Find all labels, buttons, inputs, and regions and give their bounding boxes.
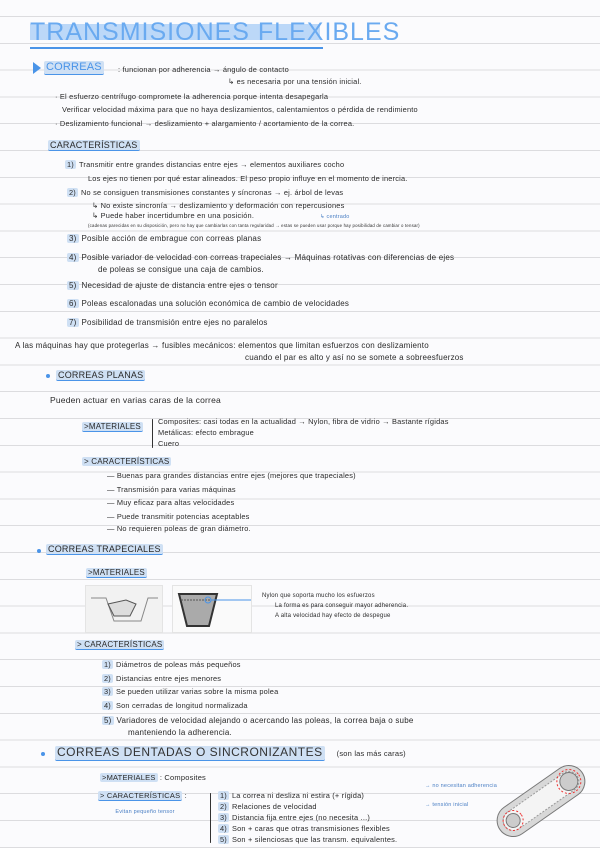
item-number: 2) (220, 802, 227, 811)
dentadas-aside: (son las más caras) (336, 749, 406, 758)
page-title: TRANSMISIONES FLEXIBLES (30, 18, 401, 46)
material-item: Cuero (158, 439, 180, 448)
pulley-cross-section-image (85, 585, 163, 633)
item-number: 5) (104, 716, 112, 725)
materiales-row (100, 774, 206, 783)
item-number: 2) (69, 188, 76, 197)
caracteristicas-label: > CARACTERÍSTICAS (84, 457, 170, 466)
item-text: Son cerradas de longitud normalizada (115, 701, 248, 710)
item-number: 1) (220, 791, 227, 800)
list-item (102, 661, 241, 670)
material-item: Metálicas: efecto embrague (158, 428, 254, 437)
list-item (218, 803, 317, 812)
section-heading-planas: CORREAS PLANAS (58, 370, 144, 380)
item-text: Relaciones de velocidad (231, 802, 317, 811)
item-number: 3) (69, 234, 77, 243)
list-item (65, 161, 344, 170)
item-number: 7) (69, 318, 77, 327)
item-number: 1) (67, 160, 74, 169)
title-underline (30, 47, 323, 49)
correas-bullet: · Deslizamiento funcional → deslizamiento + alargamiento / acortamiento de la correa. (55, 119, 355, 128)
item-number: 1) (104, 660, 111, 669)
item-number: 2) (104, 674, 111, 683)
item-number: 4) (220, 824, 227, 833)
list-item (102, 675, 221, 684)
subitem-note: ↳ centrado (320, 214, 350, 220)
item-text: Distancia fija entre ejes (no necesita ...) (231, 813, 370, 822)
caracteristicas-label: > CARACTERÍSTICAS (77, 640, 163, 649)
list-item: — Puede transmitir potencias aceptables (107, 512, 250, 521)
list-item (67, 234, 261, 243)
list-item (218, 836, 397, 845)
list-item (102, 688, 278, 697)
material-note: Nylon que soporta mucho los esfuerzos (262, 593, 375, 599)
item-number: 4) (69, 253, 77, 262)
protection-note: A las máquinas hay que protegerlas → fusibles mecánicos: elementos que limitan esfuerzos con deslizamiento (15, 341, 429, 350)
brace (152, 419, 153, 448)
bullet-icon (46, 374, 50, 378)
list-item (67, 299, 349, 308)
item-number: 6) (69, 299, 77, 308)
item-number: 5) (220, 835, 227, 844)
item-text: Son + caras que otras transmisiones flexibles (231, 824, 390, 833)
list-item-cont: de poleas se consigue una caja de cambios. (98, 265, 264, 274)
item-text: Se pueden utilizar varias sobre la misma polea (115, 687, 279, 696)
dentadas-heading-row (55, 746, 406, 761)
item-number: 3) (104, 687, 111, 696)
annotation: → no necesitan adherencia (425, 783, 497, 789)
item-text: Poleas escalonadas una solución económica de cambio de velocidades (81, 299, 350, 308)
item-number: 3) (220, 813, 227, 822)
side-note: Evitan pequeño tensor (115, 809, 175, 815)
annotation: → tensión inicial (425, 802, 469, 808)
v-belt-diagram (173, 586, 251, 632)
planas-intro: Pueden actuar en varias caras de la correa (50, 395, 221, 405)
list-item-cont: manteniendo la adherencia. (128, 728, 232, 737)
bullet-icon (41, 752, 45, 756)
list-item (218, 814, 370, 823)
item-text: Distancias entre ejes menores (115, 674, 222, 683)
correas-bullet: · El esfuerzo centrífugo compromete la adherencia porque intenta desapegarla (55, 92, 329, 101)
material-note: A alta velocidad hay efecto de despegue (275, 613, 391, 619)
triangle-bullet-icon (33, 62, 41, 74)
section-heading-dentadas: CORREAS DENTADAS O SINCRONIZANTES (57, 745, 323, 759)
v-belt-section-image (172, 585, 252, 633)
list-item-cont: Los ejes no tienen por qué estar alineados. El peso propio influye en el momento de inercia. (88, 174, 408, 183)
section-heading-correas: CORREAS (46, 61, 102, 73)
item-text: La correa ni desliza ni estira (+ rígida) (231, 791, 365, 800)
item-number: 4) (104, 701, 111, 710)
item-text: Variadores de velocidad alejando o acercando las poleas, la correa baja o sube (116, 716, 414, 725)
item-text: Posible variador de velocidad con correas trapeciales → Máquinas rotativas con diferencias de ejes (81, 253, 455, 262)
caracteristicas-heading: CARACTERÍSTICAS (50, 140, 138, 150)
materiales-label: >MATERIALES (88, 568, 145, 577)
list-item: — Muy eficaz para altas velocidades (107, 498, 235, 507)
list-item (67, 281, 278, 290)
timing-belt-image (485, 757, 597, 845)
item-number: 5) (69, 281, 77, 290)
item-text: Posible acción de embrague con correas planas (81, 234, 262, 243)
small-note: (cadenas parecidas en su disposición, pero no hay que cambiarlas con tanta regularidad → estas se pueden usar porque hay posibilidad de cambiar o tensar) (88, 223, 420, 228)
item-text: Transmitir entre grandes distancias entre ejes → elementos auxiliares cocho (78, 160, 345, 169)
list-item (102, 716, 414, 725)
list-item (218, 792, 364, 801)
item-text: Son + silenciosas que las transm. equivalentes. (231, 835, 398, 844)
list-item (67, 318, 268, 327)
list-item (102, 702, 248, 711)
materiales-label: >MATERIALES (84, 422, 141, 431)
material-note: La forma es para conseguir mayor adherencia. (275, 603, 409, 609)
materiales-value: : Composites (159, 773, 207, 782)
caracteristicas-label: > CARACTERÍSTICAS (100, 791, 181, 800)
list-item: — Buenas para grandes distancias entre ejes (mejores que trapeciales) (107, 471, 356, 480)
correas-bullet: Verificar velocidad máxima para que no haya deslizamientos, calentamientos o pérdida de rendimiento (62, 105, 418, 114)
materiales-label: >MATERIALES (102, 773, 156, 782)
pulley-groove-diagram (86, 586, 162, 632)
bullet-icon (37, 549, 41, 553)
material-item: Composites: casi todas en la actualidad → Nylon, fibra de vidrio → Bastante rígidas (158, 417, 449, 426)
item-text: Posibilidad de transmisión entre ejes no paralelos (81, 318, 268, 327)
caracteristicas-row (98, 792, 187, 801)
list-item (218, 825, 390, 834)
protection-note-cont: cuando el par es alto y así no se somete a sobreesfuerzos (245, 353, 464, 362)
colon: : (184, 791, 187, 800)
list-item: — No requieren poleas de gran diámetro. (107, 524, 251, 533)
brace (210, 793, 211, 843)
list-item (67, 253, 454, 262)
correas-definition: : funcionan por adherencia → ángulo de contacto (118, 65, 289, 74)
correas-note: ↳ es necesaria por una tensión inicial. (228, 77, 362, 86)
list-subitem: ↳ No existe sincronía → deslizamiento y deformación con repercusiones (92, 201, 345, 210)
list-item: — Transmisión para varias máquinas (107, 485, 236, 494)
list-item (67, 189, 343, 198)
section-heading-trapeciales: CORREAS TRAPECIALES (48, 544, 161, 554)
item-text: Diámetros de poleas más pequeños (115, 660, 241, 669)
list-subitem: ↳ Puede haber incertidumbre en una posición. (92, 211, 255, 220)
item-text: Necesidad de ajuste de distancia entre ejes o tensor (81, 281, 278, 290)
item-text: No se consiguen transmisiones constantes y síncronas → ej. árbol de levas (80, 188, 344, 197)
